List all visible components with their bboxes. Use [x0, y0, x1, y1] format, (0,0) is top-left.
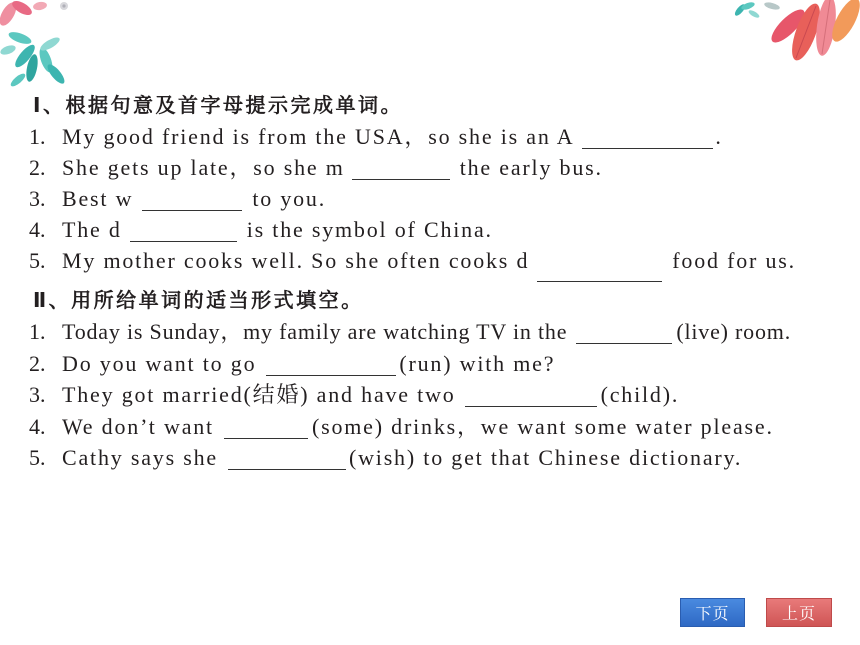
question-text-before: Do you want to go: [62, 350, 257, 376]
question-3: [29, 183, 796, 214]
question-text-before: My good friend is from the USA，so she is an A: [62, 124, 575, 149]
question-text-after: (wish) to get that Chinese dictionary.: [348, 445, 743, 471]
leaf-shape: [748, 9, 761, 19]
answer-blank: [465, 405, 597, 407]
question-text-after: (live) room.: [676, 319, 791, 345]
question-text-after: (some) drinks，we want some water please.: [311, 413, 774, 439]
answer-blank: [266, 374, 396, 376]
leaf-shape: [32, 1, 47, 11]
question-text-before: We don’t want: [62, 413, 214, 439]
question-number: 5.: [29, 248, 46, 273]
question-text-before: The d: [62, 217, 122, 242]
question-4: [29, 411, 791, 442]
question-number: 1.: [29, 124, 46, 149]
question-5: [29, 245, 796, 276]
question-text-after: .: [715, 124, 723, 149]
question-text-after: the early bus.: [459, 155, 603, 180]
question-text-before: Best w: [62, 186, 134, 211]
leaf-shape: [763, 1, 780, 11]
question-5: [29, 442, 791, 473]
answer-blank: [130, 240, 237, 242]
answer-blank: [352, 178, 450, 180]
question-text-after: (child).: [600, 382, 680, 408]
leaf-shape: [38, 35, 61, 53]
question-number: 1.: [29, 319, 46, 345]
leaf-shape: [0, 44, 17, 57]
answer-blank: [142, 209, 242, 211]
answer-blank: [224, 437, 308, 439]
question-number: 3.: [29, 382, 46, 408]
question-text-after: to you.: [252, 186, 327, 211]
leaf-shape: [9, 72, 27, 89]
question-1: [29, 121, 796, 152]
leaf-shape: [45, 62, 67, 86]
prev-page-button[interactable]: [766, 598, 832, 627]
question-1: [29, 316, 791, 347]
leaf-shape: [7, 30, 33, 47]
question-4: [29, 214, 796, 245]
section-1: [29, 90, 796, 276]
answer-blank: [582, 147, 713, 149]
question-text-before: Cathy says she: [62, 445, 218, 471]
section-2: [29, 285, 791, 473]
question-2: [29, 152, 796, 183]
section-heading: Ⅱ、用所给单词的适当形式填空。: [33, 288, 364, 312]
prev-page-label: 上页: [781, 604, 816, 623]
question-text-before: They got married(结婚) and have two: [62, 382, 456, 408]
question-number: 4.: [29, 217, 46, 242]
question-text-after: food for us.: [672, 248, 796, 273]
question-number: 3.: [29, 186, 46, 211]
question-3: [29, 379, 791, 410]
question-text-after: (run) with me?: [399, 350, 556, 376]
question-number: 2.: [29, 350, 46, 376]
next-page-button[interactable]: [680, 598, 745, 627]
leaf-cluster-icon: [0, 0, 80, 92]
question-2: [29, 348, 791, 379]
question-number: 5.: [29, 445, 46, 471]
answer-blank: [228, 468, 346, 470]
question-text-before: She gets up late，so she m: [62, 155, 345, 180]
question-text-after: is the symbol of China.: [246, 217, 493, 242]
flower-shape: [62, 4, 65, 7]
answer-blank: [537, 280, 662, 282]
section-heading: Ⅰ、根据句意及首字母提示完成单词。: [33, 93, 403, 117]
question-text-before: Today is Sunday，my family are watching TV in the: [62, 319, 568, 345]
answer-blank: [576, 342, 672, 344]
question-number: 2.: [29, 155, 46, 180]
next-page-label: 下页: [695, 604, 730, 623]
question-number: 4.: [29, 413, 46, 439]
question-text-before: My mother cooks well. So she often cooks d: [62, 248, 530, 273]
leaf-cluster-icon: [730, 0, 860, 70]
